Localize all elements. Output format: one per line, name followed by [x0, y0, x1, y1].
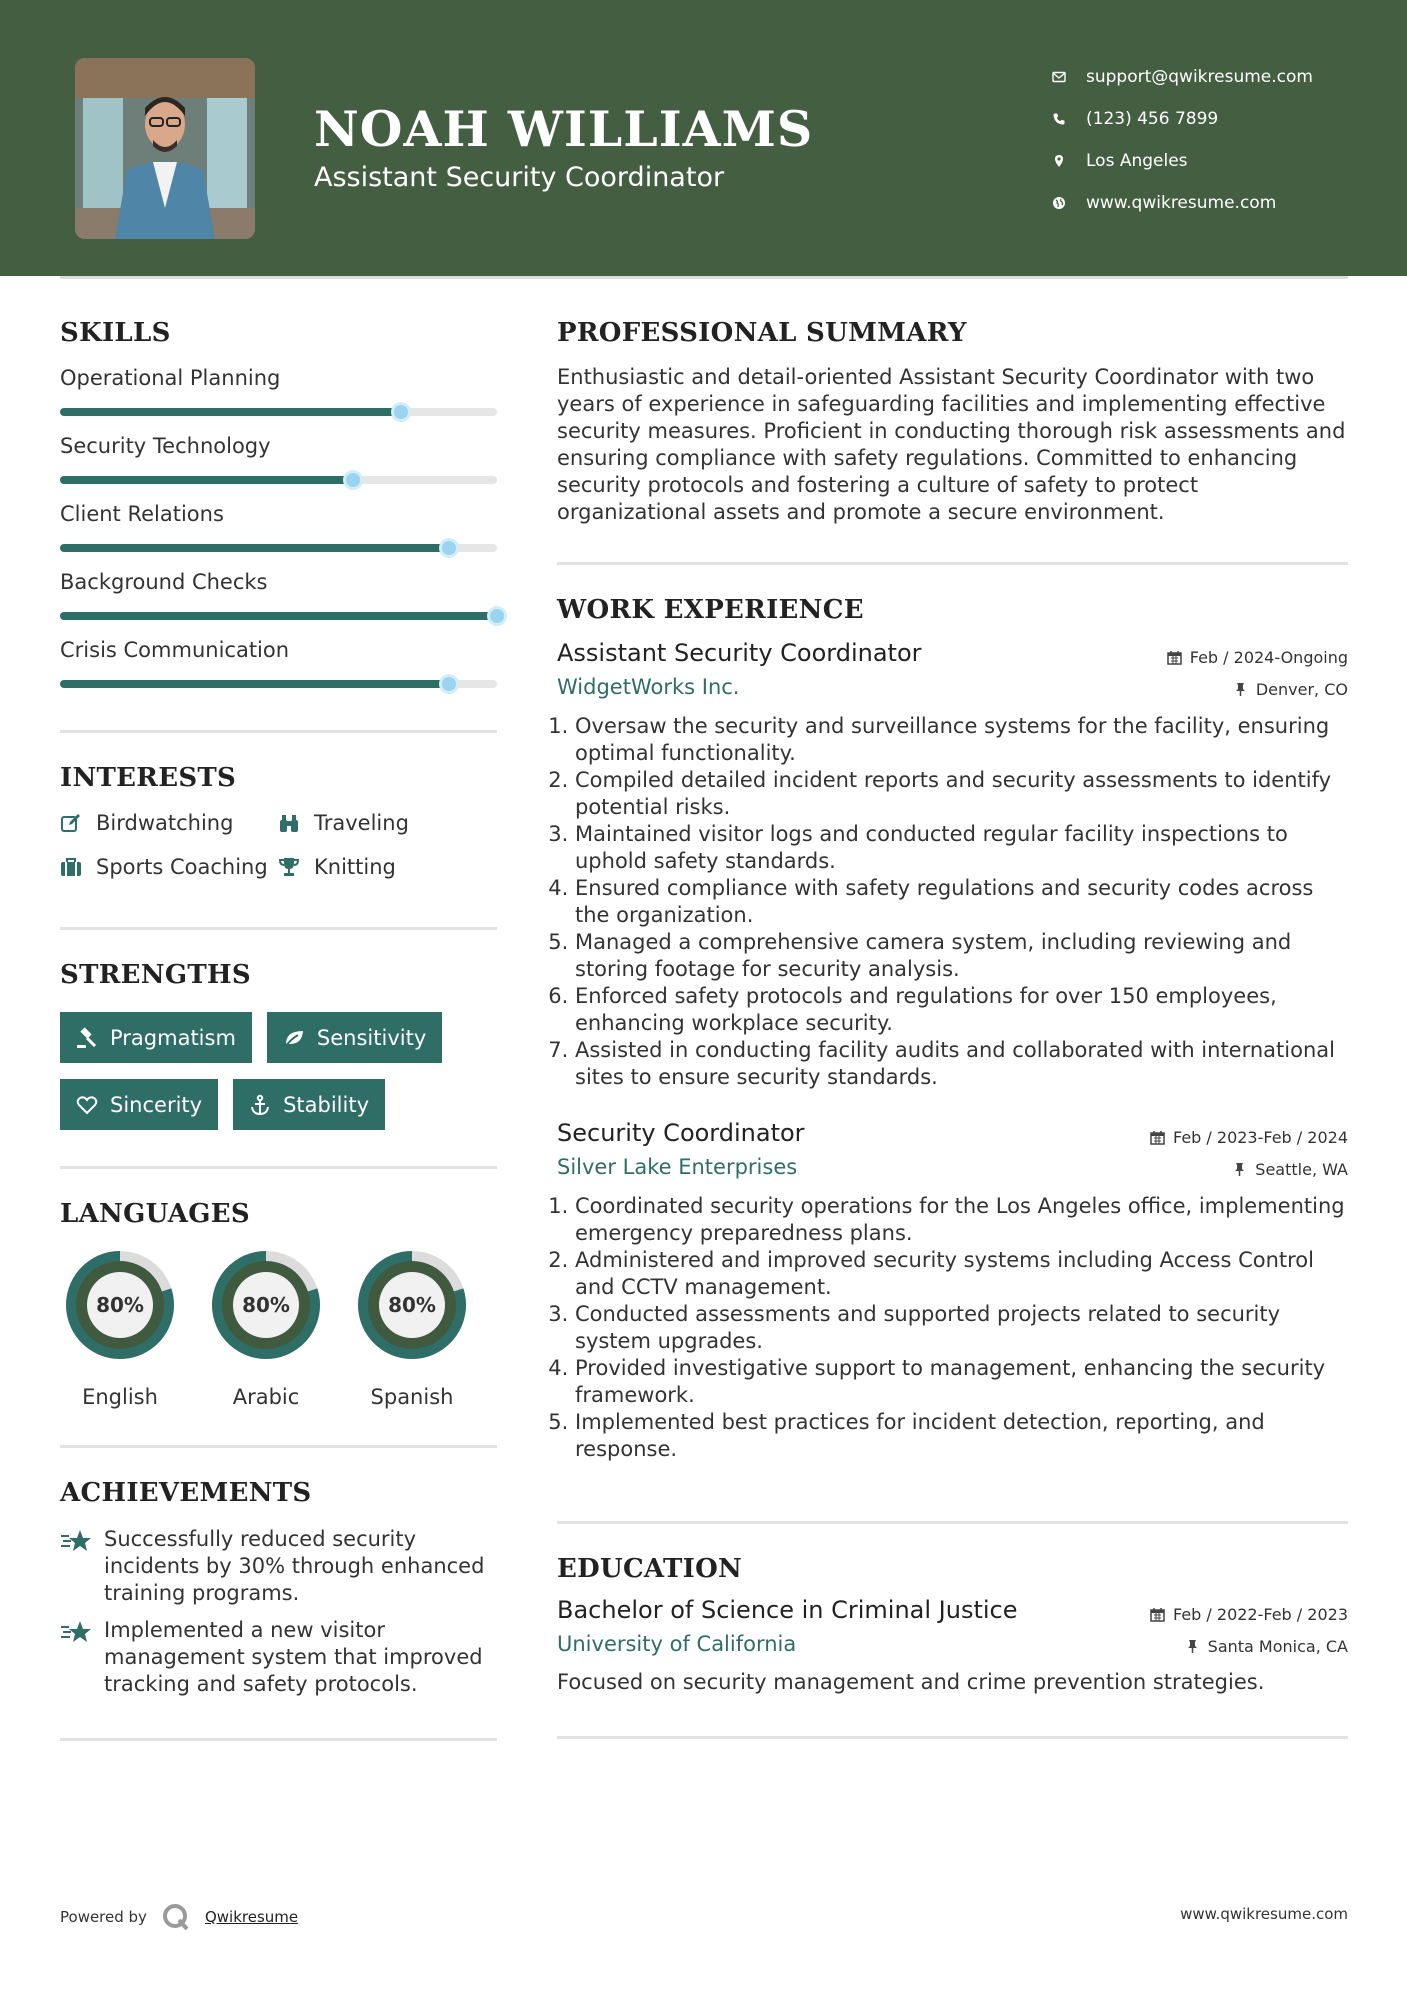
- gavel-icon: [76, 1027, 98, 1049]
- strength-label: Sensitivity: [316, 1025, 427, 1050]
- education-dates: [1150, 1605, 1348, 1624]
- languages-heading: LANGUAGES: [60, 1199, 250, 1229]
- responsibility-item: 4. Ensured compliance with safety regulations and security codes across the organization.: [575, 875, 1348, 929]
- contact-website-text: www.qwikresume.com: [1086, 193, 1277, 213]
- footer-powered-by: [60, 1902, 298, 1932]
- pushpin-icon: [1185, 1639, 1200, 1654]
- language-donut: [60, 1245, 180, 1365]
- job-entry: [557, 1119, 1348, 1463]
- responsibility-item: 1. Coordinated security operations for the Los Angeles office, implementing emergency preparedness plans.: [575, 1193, 1348, 1247]
- interest-item: [60, 811, 278, 835]
- job-location-text: Denver, CO: [1255, 680, 1348, 699]
- language-item: [60, 1245, 180, 1409]
- skill-name: Background Checks: [60, 570, 268, 594]
- summary-heading: PROFESSIONAL SUMMARY: [557, 318, 967, 348]
- responsibility-item: 5. Managed a comprehensive camera system, including reviewing and storing footage for security analysis.: [575, 929, 1348, 983]
- contact-email[interactable]: [1052, 56, 1313, 98]
- achievement-text: Implemented a new visitor management system that improved tracking and safety protocols.: [104, 1618, 483, 1696]
- phone-icon: [1052, 112, 1066, 126]
- summary-section: [557, 318, 1348, 526]
- responsibility-item: 3. Maintained visitor logs and conducted regular facility inspections to uphold safety standards.: [575, 821, 1348, 875]
- contact-location: [1052, 140, 1313, 182]
- interest-item: [278, 855, 478, 879]
- job-title: Assistant Security Coordinator: [557, 639, 922, 667]
- header-divider: [60, 276, 1348, 279]
- calendar-icon: [1167, 650, 1182, 665]
- strength-tag: [60, 1012, 252, 1063]
- contact-list: [1052, 56, 1313, 224]
- job-subheader: [557, 1155, 1348, 1179]
- star-icon: [60, 1528, 94, 1554]
- responsibility-item: 5. Implemented best practices for incident detection, reporting, and response.: [575, 1409, 1348, 1463]
- job-dates: [1150, 1128, 1348, 1147]
- experience-section: [557, 595, 1348, 1463]
- job-dates-text: Feb / 2024-Ongoing: [1189, 648, 1348, 667]
- qwikresume-logo-icon: [161, 1902, 191, 1932]
- skills-heading: SKILLS: [60, 318, 171, 348]
- strength-tag: [60, 1079, 218, 1130]
- education-section: [557, 1554, 1348, 1694]
- strengths-section: [60, 960, 497, 1130]
- skill-bar: [60, 408, 497, 416]
- company-name: Silver Lake Enterprises: [557, 1155, 798, 1179]
- calendar-icon: [1150, 1607, 1165, 1622]
- section-divider: [557, 562, 1348, 565]
- skill-bar-knob: [391, 402, 411, 422]
- anchor-icon: [249, 1094, 271, 1116]
- briefcase-icon: [60, 856, 82, 878]
- responsibility-item: 3. Conducted assessments and supported projects related to security system upgrades.: [575, 1301, 1348, 1355]
- header-banner: [0, 0, 1407, 276]
- job-location: [1232, 1160, 1348, 1179]
- degree-title: Bachelor of Science in Criminal Justice: [557, 1596, 1018, 1624]
- pushpin-icon: [1233, 682, 1248, 697]
- skill-bar-knob: [439, 674, 459, 694]
- interests-list: [60, 811, 497, 879]
- envelope-icon: [1052, 70, 1066, 84]
- binoculars-icon: [278, 812, 300, 834]
- achievement-text: Successfully reduced security incidents by 30% through enhanced training programs.: [104, 1527, 485, 1605]
- responsibility-item: 7. Assisted in conducting facility audits and collaborated with international sites to ensure security standards.: [575, 1037, 1348, 1091]
- section-divider: [60, 730, 497, 733]
- star-icon: [60, 1619, 94, 1645]
- skill-name: Operational Planning: [60, 366, 281, 390]
- skills-section: [60, 318, 497, 688]
- language-name: Spanish: [370, 1385, 454, 1409]
- section-divider: [60, 927, 497, 930]
- contact-website[interactable]: [1052, 182, 1313, 224]
- language-percent: 80%: [242, 1293, 290, 1317]
- responsibility-item: 2. Compiled detailed incident reports and security assessments to identify potential risks.: [575, 767, 1348, 821]
- contact-phone[interactable]: [1052, 98, 1313, 140]
- skill-bar-fill: [60, 476, 353, 484]
- responsibility-item: 6. Enforced safety protocols and regulations for over 150 employees, enhancing workplace security.: [575, 983, 1348, 1037]
- interest-item: [278, 811, 478, 835]
- job-header: [557, 639, 1348, 667]
- skills-list: [60, 366, 497, 688]
- candidate-title: Assistant Security Coordinator: [314, 162, 725, 193]
- section-divider: [557, 1736, 1348, 1739]
- skill-bar-fill: [60, 544, 449, 552]
- skill-bar: [60, 544, 497, 552]
- education-subheader: [557, 1632, 1348, 1656]
- education-description: Focused on security management and crime prevention strategies.: [557, 1670, 1265, 1694]
- strengths-list: [60, 1012, 497, 1130]
- achievement-item: [60, 1526, 497, 1607]
- achievements-heading: ACHIEVEMENTS: [60, 1478, 312, 1508]
- languages-section: [60, 1199, 497, 1409]
- education-header: [557, 1596, 1348, 1624]
- language-item: [206, 1245, 326, 1409]
- powered-by-text: Powered by: [60, 1908, 147, 1926]
- strengths-heading: STRENGTHS: [60, 960, 251, 990]
- map-pin-icon: [1052, 154, 1066, 168]
- achievements-section: [60, 1478, 497, 1698]
- skill-bar-fill: [60, 612, 497, 620]
- school-name: University of California: [557, 1632, 797, 1656]
- interest-label: Knitting: [314, 855, 396, 879]
- language-donut: [352, 1245, 472, 1365]
- left-column: [60, 318, 497, 1741]
- summary-text: Enthusiastic and detail-oriented Assistant Security Coordinator with two years of experience in safeguarding facilities and implementing effective security measures. Proficient in conducting thorough risk assessments and ensuring compliance with safety regulations. Committed to enhancing security protocols and fostering a culture of safety to protect organizational assets and promote a secure environment.: [557, 365, 1346, 524]
- contact-phone-text: (123) 456 7899: [1086, 109, 1219, 129]
- job-title: Security Coordinator: [557, 1119, 805, 1147]
- job-header: [557, 1119, 1348, 1147]
- trophy-icon: [278, 856, 300, 878]
- candidate-name: NOAH WILLIAMS: [314, 100, 814, 158]
- strength-tag: [233, 1079, 385, 1130]
- skill-bar: [60, 680, 497, 688]
- edit-icon: [60, 812, 82, 834]
- skill-name: Crisis Communication: [60, 638, 290, 662]
- strength-tag: [267, 1012, 442, 1063]
- language-item: [352, 1245, 472, 1409]
- responsibility-list: [557, 713, 1348, 1091]
- section-divider: [60, 1445, 497, 1448]
- section-divider: [60, 1738, 497, 1741]
- footer-website[interactable]: www.qwikresume.com: [1180, 1905, 1348, 1923]
- achievement-item: [60, 1617, 497, 1698]
- responsibility-list: [557, 1193, 1348, 1463]
- qwikresume-link[interactable]: Qwikresume: [204, 1908, 299, 1926]
- calendar-icon: [1150, 1130, 1165, 1145]
- skill-bar-knob: [439, 538, 459, 558]
- heart-icon: [76, 1094, 98, 1116]
- profile-photo: [75, 58, 255, 239]
- skill-item: [60, 502, 497, 552]
- contact-location-text: Los Angeles: [1086, 151, 1188, 171]
- skill-name: Security Technology: [60, 434, 271, 458]
- interest-item: [60, 855, 278, 879]
- language-donut: [206, 1245, 326, 1365]
- section-divider: [60, 1166, 497, 1169]
- responsibility-item: 1. Oversaw the security and surveillance systems for the facility, ensuring optimal functionality.: [575, 713, 1348, 767]
- language-percent: 80%: [96, 1293, 144, 1317]
- education-location-text: Santa Monica, CA: [1207, 1637, 1348, 1656]
- interest-label: Sports Coaching: [96, 855, 268, 879]
- languages-list: [60, 1245, 497, 1409]
- globe-icon: [1052, 196, 1066, 210]
- skill-bar-fill: [60, 680, 449, 688]
- leaf-icon: [283, 1027, 305, 1049]
- skill-item: [60, 638, 497, 688]
- interest-label: Traveling: [314, 811, 409, 835]
- contact-email-text: support@qwikresume.com: [1086, 67, 1313, 87]
- responsibility-item: 2. Administered and improved security systems including Access Control and CCTV management.: [575, 1247, 1348, 1301]
- job-subheader: [557, 675, 1348, 699]
- skill-item: [60, 570, 497, 620]
- language-percent: 80%: [388, 1293, 436, 1317]
- language-name: Arabic: [232, 1385, 300, 1409]
- interests-section: [60, 763, 497, 879]
- job-dates-text: Feb / 2023-Feb / 2024: [1173, 1128, 1348, 1147]
- interest-label: Birdwatching: [96, 811, 234, 835]
- section-divider: [557, 1521, 1348, 1524]
- strength-label: Stability: [283, 1092, 370, 1117]
- education-heading: EDUCATION: [557, 1554, 743, 1584]
- skill-bar-knob: [487, 606, 507, 626]
- skill-bar: [60, 612, 497, 620]
- interests-heading: INTERESTS: [60, 763, 237, 793]
- responsibility-item: 4. Provided investigative support to management, enhancing the security framework.: [575, 1355, 1348, 1409]
- language-name: English: [82, 1385, 158, 1409]
- skill-bar-knob: [343, 470, 363, 490]
- skill-item: [60, 366, 497, 416]
- skill-bar: [60, 476, 497, 484]
- skill-name: Client Relations: [60, 502, 224, 526]
- job-location-text: Seattle, WA: [1255, 1160, 1348, 1179]
- pushpin-icon: [1232, 1162, 1247, 1177]
- right-column: [557, 318, 1348, 1739]
- strength-label: Sincerity: [110, 1092, 203, 1117]
- experience-heading: WORK EXPERIENCE: [557, 595, 864, 625]
- skill-bar-fill: [60, 408, 401, 416]
- skill-item: [60, 434, 497, 484]
- job-entry: [557, 639, 1348, 1091]
- job-dates: [1167, 648, 1348, 667]
- job-location: [1233, 680, 1348, 699]
- strength-label: Pragmatism: [110, 1025, 236, 1050]
- company-name: WidgetWorks Inc.: [557, 675, 740, 699]
- education-location: [1185, 1637, 1348, 1656]
- education-dates-text: Feb / 2022-Feb / 2023: [1173, 1605, 1348, 1624]
